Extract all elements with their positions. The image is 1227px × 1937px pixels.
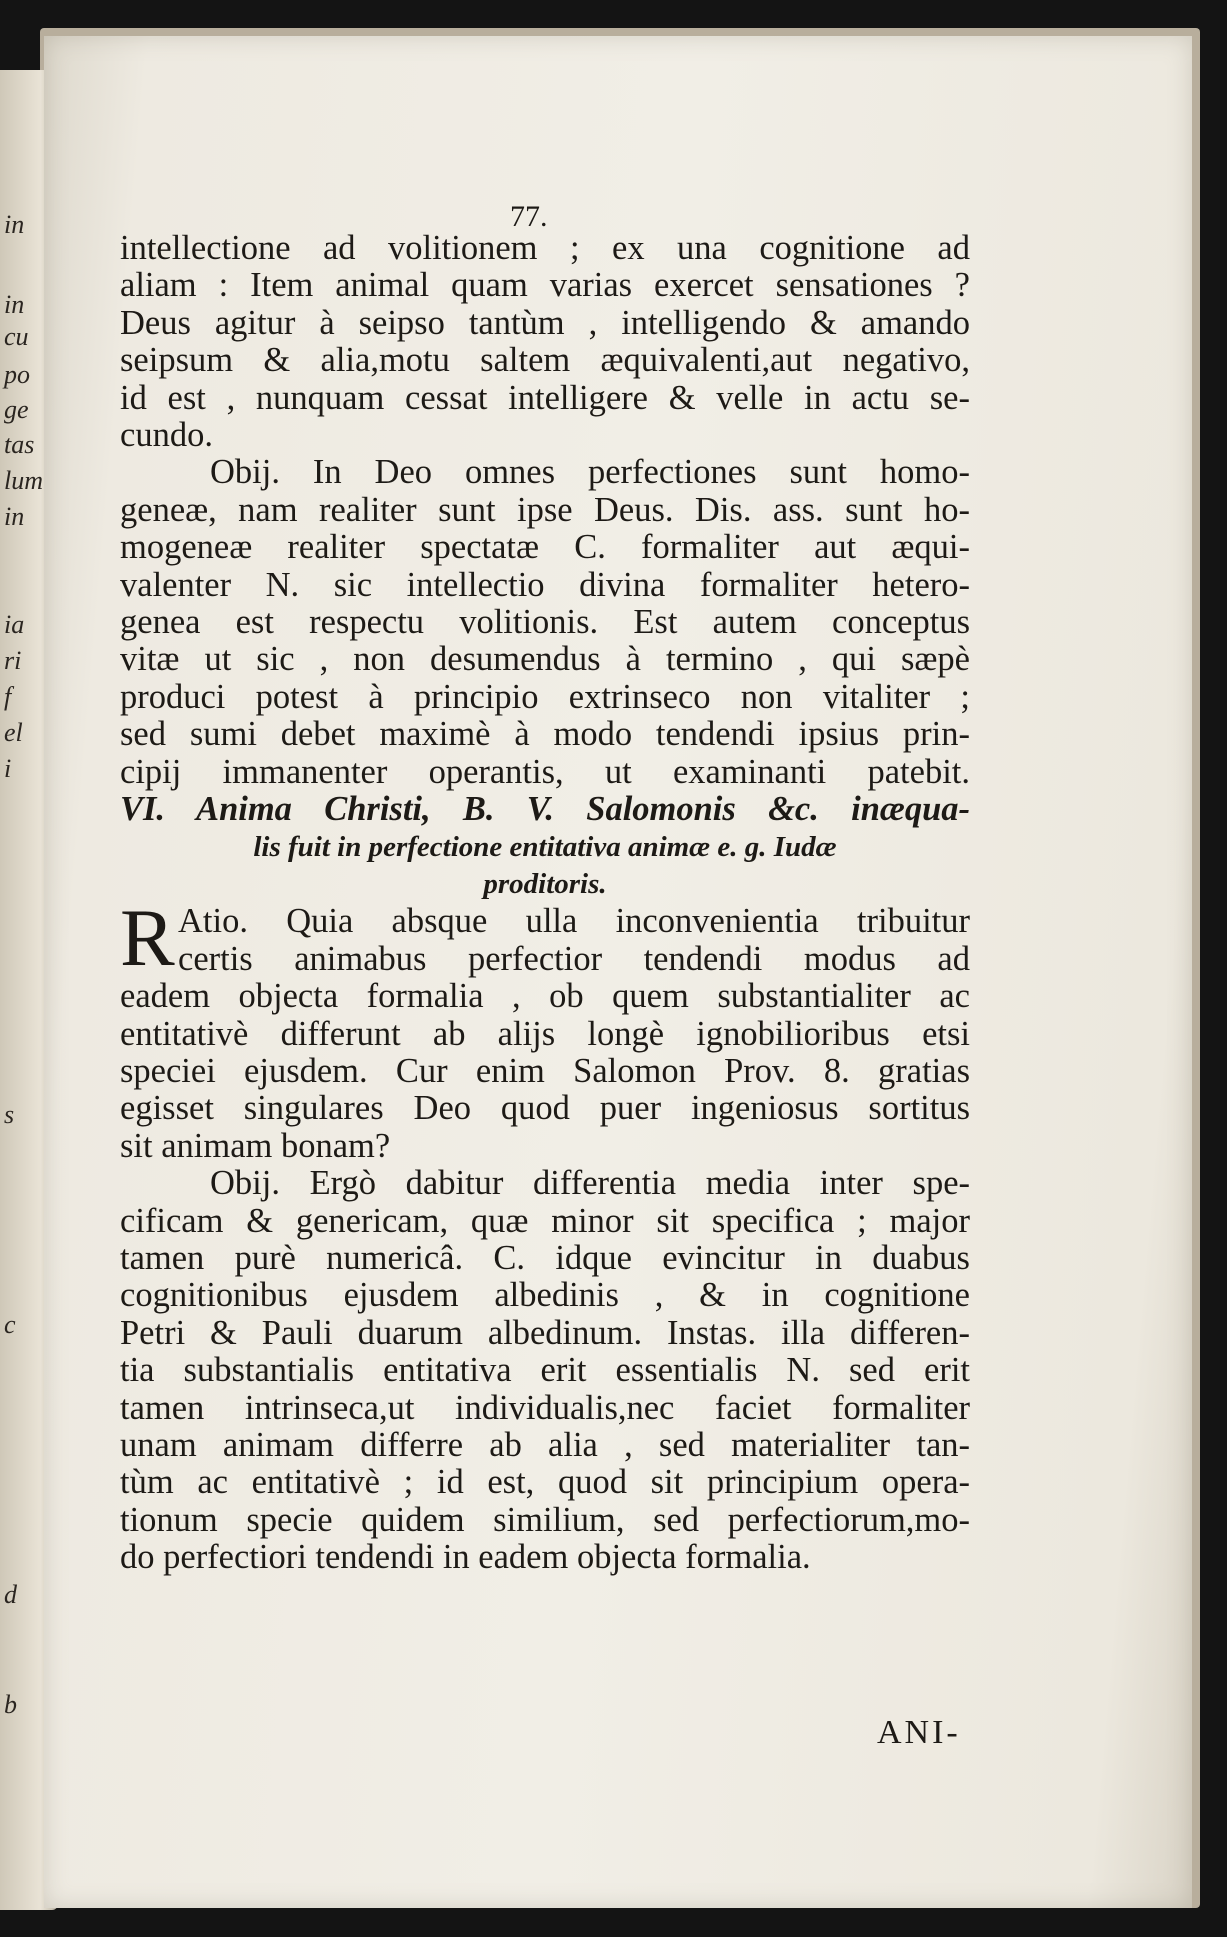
text-line: tionum specie quidem similium, sed perfectiorum,mo- [120, 1500, 970, 1539]
margin-fragment: el [4, 718, 23, 747]
text-line: mogeneæ realiter spectatæ C. formaliter aut æqui- [120, 528, 970, 567]
text-line: tia substantialis entitativa erit essentialis N. sed erit [120, 1351, 970, 1390]
margin-fragment: in [4, 290, 25, 319]
text-line: egisset singulares Deo quod puer ingeniosus sortitus [120, 1089, 970, 1128]
margin-fragment: in [4, 502, 25, 531]
text-line: vitæ ut sic , non desumendus à termino , qui sæpè [120, 640, 970, 679]
margin-fragment: po [4, 360, 30, 389]
text-line: do perfectiori tendendi in eadem objecta formalia. [120, 1538, 811, 1577]
text-line: cipij immanenter operantis, ut examinanti patebit. [120, 752, 970, 791]
margin-fragment: ia [4, 610, 25, 639]
margin-fragment: c [4, 1310, 16, 1339]
text-line: intellectione ad volitionem ; ex una cognitione ad [120, 229, 970, 267]
text-line: speciei ejusdem. Cur enim Salomon Prov. 8. gratias [120, 1051, 970, 1090]
text-line: tamen purè numericâ. C. idque evincitur in duabus [120, 1238, 970, 1277]
text-line: seipsum & alia,motu saltem æquivalenti,aut negativo, [120, 341, 970, 380]
text-line: entitativè differunt ab alijs longè ignobilioribus etsi [120, 1014, 970, 1053]
margin-fragment: i [4, 754, 12, 783]
text-line: geneæ, nam realiter sunt ipse Deus. Dis. ass. sunt ho- [120, 490, 970, 529]
text-line: tamen intrinseca,ut individualis,nec faciet formaliter [120, 1388, 970, 1427]
text-line: aliam : Item animal quam varias exercet sensationes ? [120, 266, 970, 305]
margin-fragment: in [4, 210, 25, 239]
text-line: tùm ac entitativè ; id est, quod sit principium opera- [120, 1463, 970, 1502]
text-line: cognitionibus ejusdem albedinis , & in cognitione [120, 1276, 970, 1315]
text-line: cundo. [120, 416, 213, 455]
section-heading: VI. Anima Christi, B. V. Salomonis &c. inæqua- [120, 790, 970, 829]
ratio-paragraph [120, 892, 970, 984]
text-line: valenter N. sic intellectio divina formaliter hetero- [120, 565, 970, 604]
text-line: Atio. Quia absque ulla inconvenientia tribuitur [178, 902, 970, 941]
section-heading-line: lis fuit in perfectione entitativa animæ e. g. Iudæ [253, 830, 837, 863]
text-line: certis animabus perfectior tendendi modus ad [178, 939, 970, 978]
text-line: sit animam bonam? [120, 1126, 391, 1165]
page-number: 77. [510, 200, 548, 233]
text-line: id est , nunquam cessat intelligere & velle in actu se- [120, 378, 970, 417]
text-line: eadem objecta formalia , ob quem substantialiter ac [120, 977, 970, 1016]
page-body [120, 230, 970, 1577]
margin-fragment: b [4, 1690, 17, 1719]
drop-cap: R [120, 892, 175, 984]
text-line: cificam & genericam, quæ minor sit specifica ; major [120, 1201, 970, 1240]
text-line: genea est respectu volitionis. Est autem conceptus [120, 603, 970, 642]
text-line: sed sumi debet maximè à modo tendendi ipsius prin- [120, 715, 970, 754]
catchword: ANI- [877, 1714, 961, 1751]
margin-fragment: s [4, 1100, 15, 1129]
text-line: produci potest à principio extrinseco non vitaliter ; [120, 677, 970, 716]
text-line: Petri & Pauli duarum albedinum. Instas. illa differen- [120, 1313, 970, 1352]
margin-fragment: ri [4, 646, 22, 675]
margin-fragment: tas [4, 430, 35, 459]
margin-fragment: cu [4, 322, 29, 351]
text-line: Obij. In Deo omnes perfectiones sunt homo- [210, 453, 970, 492]
margin-fragment: f [4, 682, 12, 711]
margin-fragment: lum [4, 466, 43, 495]
margin-fragment: d [4, 1580, 17, 1609]
section-heading-line: proditoris. [483, 867, 607, 900]
margin-fragment: ge [4, 395, 29, 424]
text-line: Deus agitur à seipso tantùm , intelligendo & amando [120, 303, 970, 342]
text-line: Obij. Ergò dabitur differentia media inter spe- [210, 1164, 970, 1203]
text-line: unam animam differre ab alia , sed materialiter tan- [120, 1426, 970, 1464]
